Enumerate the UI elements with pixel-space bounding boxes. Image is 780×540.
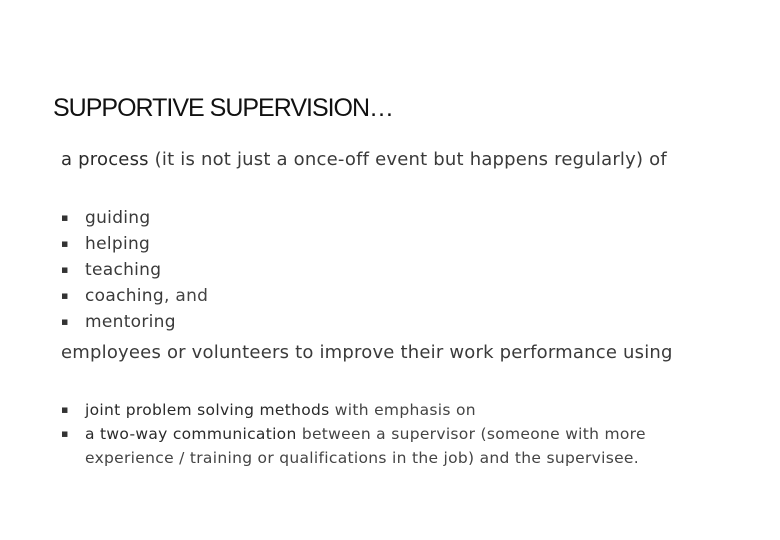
slide-title: SUPPORTIVE SUPERVISION… [53, 94, 394, 122]
bullet-icon: ▪ [61, 403, 69, 416]
intro-rest: (it is not just a once-off event but happens regularly) of [148, 149, 667, 170]
bullet-icon: ▪ [61, 315, 69, 328]
activity-text: teaching [85, 260, 162, 280]
list-item [61, 283, 208, 309]
list-item [61, 205, 208, 231]
method-lead: joint problem solving methods [85, 401, 330, 419]
activities-list [61, 205, 208, 335]
list-item [61, 257, 208, 283]
list-item [61, 231, 208, 257]
methods-list [61, 398, 721, 470]
activity-text: guiding [85, 208, 151, 228]
bullet-icon: ▪ [61, 211, 69, 224]
intro-lead: a process [61, 149, 149, 170]
list-item [61, 422, 721, 470]
bullet-icon: ▪ [61, 237, 69, 250]
method-rest: between a supervisor (someone with more experience / training or qualifications in the job) and the supervisee. [85, 425, 646, 467]
list-item [61, 309, 208, 335]
bullet-icon: ▪ [61, 289, 69, 302]
activity-text: mentoring [85, 312, 176, 332]
intro-paragraph [61, 147, 701, 173]
method-lead: a two-way communication [85, 425, 297, 443]
list-item [61, 398, 721, 422]
method-text [85, 398, 476, 422]
method-text [85, 422, 721, 470]
activity-text: helping [85, 234, 151, 254]
activity-suffix: , and [163, 286, 209, 306]
bullet-icon: ▪ [61, 263, 69, 276]
method-rest: with emphasis on [329, 401, 476, 419]
activity-text: coaching [85, 286, 164, 306]
bullet-icon: ▪ [61, 427, 69, 440]
purpose-paragraph: employees or volunteers to improve their work performance using [61, 342, 673, 363]
